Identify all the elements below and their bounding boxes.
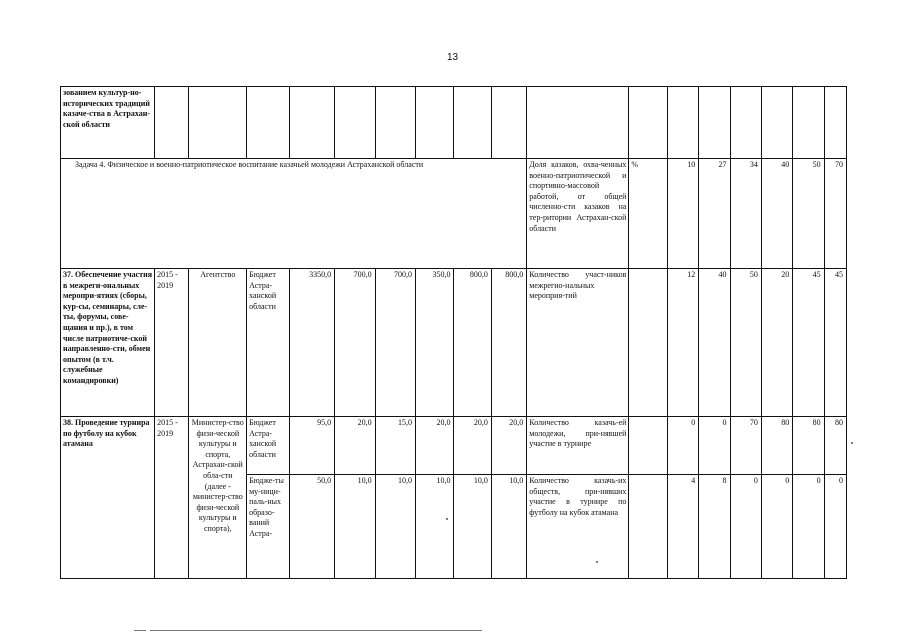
empty-cell [730,87,761,159]
amount-cell: 20,0 [491,417,526,475]
executor-cell: Агентство [189,269,247,417]
target-value: 10 [667,159,698,269]
empty-cell [527,87,629,159]
scan-speck [596,561,598,563]
table-row-task4 [61,159,847,269]
target-value: 27 [699,159,730,269]
amount-cell: 10,0 [491,475,526,579]
target-value: 0 [824,475,846,579]
amount-cell: 10,0 [335,475,375,579]
target-value: 40 [761,159,792,269]
empty-cell [761,87,792,159]
target-value: 20 [761,269,792,417]
target-value: 0 [699,417,730,475]
amount-cell: 350,0 [416,269,454,417]
empty-cell [793,87,824,159]
amount-cell: 10,0 [416,475,454,579]
target-value: 0 [667,417,698,475]
funding-source: Бюдже-ты му-ници-паль-ных образо-ваний Астра- [247,475,289,579]
indicator-text: Доля казаков, охва-ченных военно-патриотической и спортивно-массовой работой, от общей численно-сти казаков на тер-ритории Астрахан-ской области [527,159,629,269]
amount-cell: 20,0 [335,417,375,475]
funding-source: Бюджет Астра-ханской области [247,269,289,417]
target-value: 50 [793,159,824,269]
amount-cell: 10,0 [375,475,415,579]
amount-cell: 50,0 [289,475,335,579]
empty-cell [375,87,415,159]
target-value: 4 [667,475,698,579]
target-value: 0 [793,475,824,579]
period-cell: 2015 - 2019 [155,417,189,579]
measure-name-continuation: зованием культур-но-исторических традиций казаче-ства в Астрахан-ской области [61,87,155,159]
empty-cell [247,87,289,159]
target-value: 80 [761,417,792,475]
target-value: 45 [824,269,846,417]
measure-name: 38. Проведение турнира по футболу на кубок атамана [61,417,155,579]
page-number: 13 [446,52,459,63]
period-cell: 2015 - 2019 [155,269,189,417]
empty-cell [491,87,526,159]
target-value: 34 [730,159,761,269]
indicator-text: Количество казачь-их обществ, при-нявших участие в турнире по футболу на кубок атамана [527,475,629,579]
target-value: 8 [699,475,730,579]
empty-cell [416,87,454,159]
empty-cell [824,87,846,159]
target-value: 70 [824,159,846,269]
indicator-text: Количество казачь-ей молодежи, при-нявшей участие в турнире [527,417,629,475]
unit-cell [629,269,667,417]
empty-cell [454,87,491,159]
empty-cell [699,87,730,159]
target-value: 40 [699,269,730,417]
table-row-38a [61,417,847,475]
footer-rule-short [134,630,146,631]
scan-speck [851,442,853,444]
target-value: 0 [761,475,792,579]
amount-cell: 20,0 [416,417,454,475]
amount-cell: 800,0 [491,269,526,417]
empty-cell [667,87,698,159]
amount-cell: 800,0 [454,269,491,417]
target-value: 50 [730,269,761,417]
measure-name: 37. Обеспечение участия в межреги-ональных меропри-ятиях (сборы, кур-сы, семинары, сле-ты, форумы, сове-щания и пр.), в том числе патриотиче-ской направленно-сти, обмен опытом (в т.ч. служебные командировки) [61,269,155,417]
target-value: 45 [793,269,824,417]
amount-cell: 15,0 [375,417,415,475]
table-row [61,87,847,159]
amount-cell: 3350,0 [289,269,335,417]
amount-cell: 95,0 [289,417,335,475]
empty-cell [289,87,335,159]
target-value: 12 [667,269,698,417]
empty-cell [189,87,247,159]
unit-cell [629,475,667,579]
scan-speck [446,518,448,520]
empty-cell [155,87,189,159]
task-title: Задача 4. Физическое и военно-патриотическое воспитание казачьей молодежи Астраханской области [61,159,527,269]
program-table [60,86,847,579]
amount-cell: 10,0 [454,475,491,579]
unit-cell [629,417,667,475]
amount-cell: 700,0 [375,269,415,417]
empty-cell [335,87,375,159]
target-value: 80 [824,417,846,475]
amount-cell: 700,0 [335,269,375,417]
unit-cell: % [629,159,667,269]
funding-source: Бюджет Астра-ханской области [247,417,289,475]
footer-rule [150,630,482,631]
empty-cell [629,87,667,159]
executor-cell: Министер-ство физи-ческой культуры и спорта, Астрахан-ской обла-сти (далее - министер-ство физи-ческой культуры и спорта), [189,417,247,579]
indicator-text: Количество участ-ников межрегио-нальных мероприя-тий [527,269,629,417]
table-row-37 [61,269,847,417]
target-value: 0 [730,475,761,579]
target-value: 70 [730,417,761,475]
amount-cell: 20,0 [454,417,491,475]
target-value: 80 [793,417,824,475]
